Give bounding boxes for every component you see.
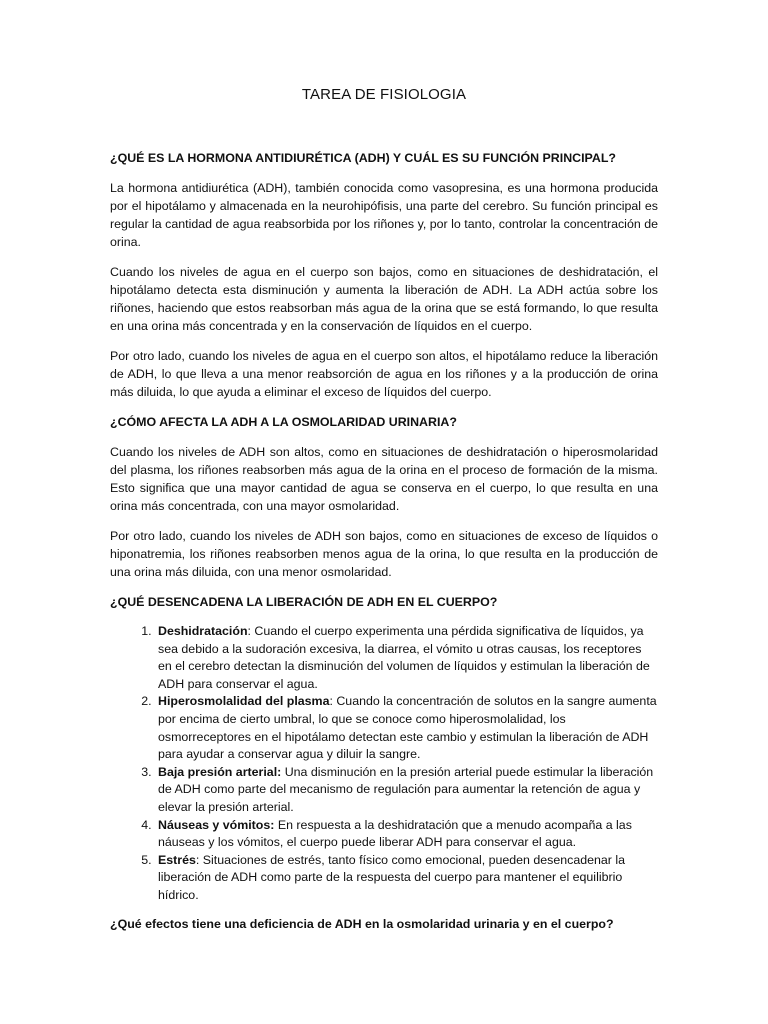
paragraph: Cuando los niveles de ADH son altos, como en situaciones de deshidratación o hiperosmolaridad del plasma, los riñones reabsorben más agua de la orina en el proceso de formación de la misma. Esto significa que una mayor cantidad de agua se conserva en el cuerpo, lo que resulta en una orina más concentrada, con una mayor osmolaridad. (110, 445, 658, 513)
section-adh-osmolarity (110, 413, 658, 581)
list-item-text: : Cuando el cuerpo experimenta una pérdida significativa de líquidos, ya sea debido a la sudoración excesiva, la diarrea, el vómito u otras causas, los receptores en el cerebro detectan la disminución del volumen de líquidos y estimulan la liberación de ADH para conservar el agua. (158, 624, 650, 691)
list-item-text: : Situaciones de estrés, tanto físico como emocional, pueden desencadenar la liberación de ADH como parte de la respuesta del cuerpo para mantener el equilibrio hídrico. (158, 852, 626, 902)
section-heading: ¿QUÉ ES LA HORMONA ANTIDIURÉTICA (ADH) Y CUÁL ES SU FUNCIÓN PRINCIPAL? (110, 151, 616, 165)
list-item-text: : Cuando la concentración de solutos en la sangre aumenta por encima de cierto umbral, lo que se conoce como hiperosmolalidad, los osmorreceptores en el hipotálamo detectan este cambio y estimulan la liberación de ADH para ayudar a conservar agua y diluir la sangre. (158, 694, 657, 762)
paragraph: Por otro lado, cuando los niveles de ADH son bajos, como en situaciones de exceso de líquidos o hiponatremia, los riñones reabsorben menos agua de la orina, lo que resulta en la producción de una orina más diluida, con una menor osmolaridad. (110, 529, 658, 579)
list-item (155, 817, 658, 852)
list-item-term: Náuseas y vómitos: (158, 817, 275, 832)
triggers-list (110, 623, 658, 905)
list-item (155, 852, 658, 905)
section-heading: ¿CÓMO AFECTA LA ADH A LA OSMOLARIDAD URINARIA? (110, 415, 457, 429)
list-item-text: Una disminución en la presión arterial puede estimular la liberación de ADH como parte del mecanismo de regulación para aumentar la retención de agua y elevar la presión arterial. (158, 764, 654, 814)
paragraph: La hormona antidiurética (ADH), también conocida como vasopresina, es una hormona producida por el hipotálamo y almacenada en la neurohipófisis, una parte del cerebro. Su función principal es regular la cantidad de agua reabsorbida por los riñones y, por lo tanto, controlar la concentración de orina. (110, 181, 658, 249)
document-title: TAREA DE FISIOLOGIA (301, 86, 467, 103)
paragraph: Por otro lado, cuando los niveles de agua en el cuerpo son altos, el hipotálamo reduce la liberación de ADH, lo que lleva a una menor reabsorción de agua en los riñones y a la producción de orina más diluida, lo que ayuda a eliminar el exceso de líquidos del cuerpo. (110, 349, 658, 399)
list-item-term: Estrés (158, 852, 196, 867)
list-item (155, 764, 658, 817)
list-item-term: Deshidratación (158, 624, 248, 638)
list-item-text: En respuesta a la deshidratación que a menudo acompaña a las náuseas y los vómitos, el cuerpo puede liberar ADH para conservar el agua. (158, 817, 632, 850)
list-item-term: Hiperosmolalidad del plasma (158, 694, 330, 709)
list-item (155, 693, 658, 763)
section-adh-definition (110, 149, 658, 401)
paragraph: Cuando los niveles de agua en el cuerpo son bajos, como en situaciones de deshidratación, el hipotálamo detecta esta disminución y aumenta la liberación de ADH. La ADH actúa sobre los riñones, haciendo que estos reabsorban más agua de la orina que se está formando, lo que resulta en una orina más concentrada y en la conservación de líquidos en el cuerpo. (110, 265, 658, 333)
section-adh-triggers (110, 593, 658, 905)
section-heading: ¿Qué efectos tiene una deficiencia de ADH en la osmolaridad urinaria y en el cuerpo? (110, 916, 614, 931)
section-heading: ¿QUÉ DESENCADENA LA LIBERACIÓN DE ADH EN EL CUERPO? (110, 595, 498, 609)
list-item-term: Baja presión arterial: (158, 764, 282, 779)
section-adh-deficiency (110, 915, 658, 933)
list-item (155, 623, 658, 693)
